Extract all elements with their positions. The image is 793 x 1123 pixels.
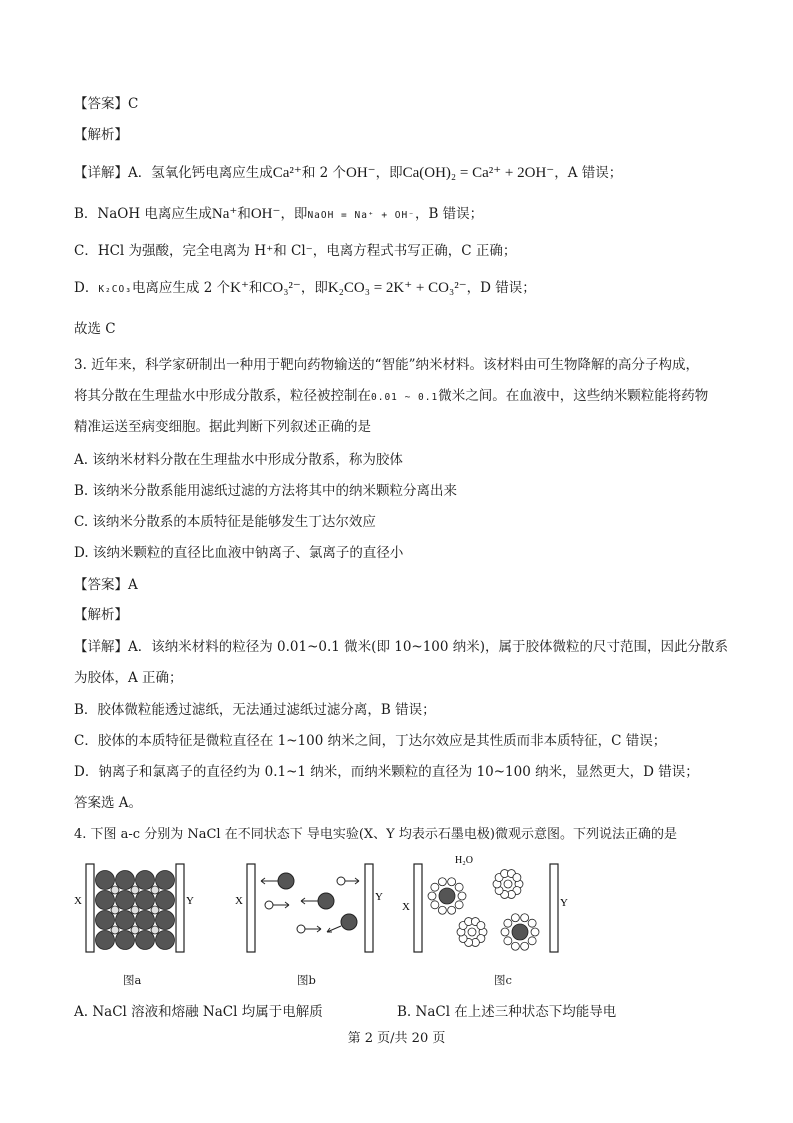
cl-ion (96, 891, 115, 910)
cl-ion (278, 873, 294, 889)
detail-q3-c: C．胶体的本质特征是微粒直径在 1~100 纳米之间，丁达尔效应是其性质而非本质特征，C 错误； (74, 733, 667, 749)
na-ion (131, 926, 139, 934)
water-molecule (428, 892, 436, 900)
ion-lattice (96, 871, 175, 950)
na-ion (504, 880, 512, 888)
water-molecule (501, 928, 509, 936)
water-molecule (528, 919, 536, 927)
water-molecule (431, 883, 439, 891)
cl-ion (156, 871, 175, 890)
label-y: Y (560, 897, 568, 909)
detail-q2-d (74, 279, 536, 299)
water-molecule (455, 901, 463, 909)
detail-q2-c: C．HCl 为强酸，完全电离为 H⁺和 Cl⁻，电离方程式书写正确，C 正确； (74, 243, 517, 259)
cl-ion (136, 931, 155, 950)
cl-ion (96, 911, 115, 930)
arrow-left (301, 898, 318, 904)
cl-ion (116, 891, 135, 910)
detail-q3-b: B．胶体微粒能透过滤纸，无法通过滤纸过滤分离，B 错误； (74, 702, 436, 718)
cl-ion (136, 911, 155, 930)
formula-na-ion: Na⁺ (211, 206, 238, 222)
range-value: 0.01 ~ 0.1 (371, 392, 439, 403)
label-x: X (235, 895, 243, 907)
caption-c: 图c (494, 973, 512, 987)
water-molecule (531, 928, 539, 936)
arrow-left (261, 878, 278, 884)
answer-q2: 【答案】C (74, 96, 139, 112)
detail-q3-a1: 【详解】A．该纳米材料的粒径为 0.01~0.1 微米(即 10~100 纳米)，属于胶体微粒的尺寸范围，因此分散系 (74, 639, 729, 655)
ion-motion-arrows (261, 873, 359, 933)
arrow-right (273, 902, 289, 908)
detail-q2-b (74, 205, 483, 225)
water-molecule (528, 937, 536, 945)
answer-q3: 【答案】A (74, 577, 138, 593)
formula-oh-ion: OH⁻ (250, 206, 281, 222)
formula-k-ion: K⁺ (230, 280, 249, 296)
cl-ion (156, 891, 175, 910)
cl-ion (136, 871, 155, 890)
formula-co3-ion: CO₃²⁻ (262, 280, 301, 296)
label-y: Y (375, 891, 383, 903)
text: 电离应生成 2 个 (131, 280, 231, 296)
formula-k2co3: K₂CO₃ (98, 284, 132, 295)
question-3-line1: 3. 近年来，科学家研制出一种用于靶向药物输送的“智能”纳米材料。该材料由可生物降解的高分子构成， (74, 357, 699, 373)
text: 和 (237, 206, 251, 222)
conclusion-q2: 故选 C (74, 321, 116, 337)
caption-a: 图a (123, 973, 142, 987)
arrow-left (327, 926, 341, 932)
text: ，即 (300, 280, 328, 296)
water-molecule (438, 878, 446, 886)
equation-naoh: NaOH = Na⁺ + OH⁻ (307, 210, 415, 221)
water-molecule (504, 919, 512, 927)
na-ion (468, 928, 476, 936)
cl-ion (116, 871, 135, 890)
text: 【详解】A．氢氧化钙电离应生成 (74, 165, 273, 181)
water-molecule (511, 914, 519, 922)
equation-k2co3: K₂CO₃ = 2K⁺ + CO₃²⁻ (327, 280, 467, 296)
conclusion-q3: 答案选 A。 (74, 795, 143, 811)
electrode-x (414, 864, 422, 952)
option-3b: B. 该纳米分散系能用滤纸过滤的方法将其中的纳米颗粒分离出来 (74, 483, 458, 499)
na-ion (151, 886, 159, 894)
cl-ion (116, 911, 135, 930)
text: D． (74, 280, 99, 296)
water-molecule (513, 874, 521, 882)
cl-ion (512, 924, 528, 940)
na-ion (111, 886, 119, 894)
caption-b: 图b (297, 973, 316, 987)
cl-ion (318, 893, 334, 909)
electrode-y (176, 864, 184, 952)
electrode-x (86, 864, 94, 952)
text: 和 2 个 (301, 165, 346, 181)
option-3c: C. 该纳米分散系的本质特征是能够发生丁达尔效应 (74, 514, 376, 530)
water-molecule (448, 906, 456, 914)
label-x: X (74, 895, 82, 907)
na-ion (131, 886, 139, 894)
cl-ion (96, 931, 115, 950)
figure-a-diagram (72, 860, 202, 956)
water-molecule (521, 914, 529, 922)
water-molecule (431, 901, 439, 909)
question-3-line2 (74, 387, 708, 407)
option-3a: A. 该纳米材料分散在生理盐水中形成分散系，称为胶体 (74, 452, 403, 468)
na-ion (151, 906, 159, 914)
water-label: H₂O (455, 855, 473, 866)
equation-caoh2: Ca(OH)₂ = Ca²⁺ + 2OH⁻ (402, 165, 555, 181)
detail-q3-d: D．钠离子和氯离子的直径约为 0.1~1 纳米，而纳米颗粒的直径为 10~100 纳米，显然更大，D 错误； (74, 764, 699, 780)
cl-ion (136, 891, 155, 910)
na-ion (111, 926, 119, 934)
na-ion (131, 906, 139, 914)
detail-q2-a (74, 164, 622, 182)
cl-ion (116, 931, 135, 950)
hydrated-ions (428, 870, 539, 951)
electrode-y (550, 864, 558, 952)
cl-ion (341, 914, 357, 930)
na-ion (151, 926, 159, 934)
water-molecule (448, 878, 456, 886)
formula-oh-ion: OH⁻ (346, 165, 376, 181)
text: B．NaOH 电离应生成 (74, 206, 212, 222)
na-ion (265, 901, 273, 909)
text: ，D 错误； (466, 280, 536, 296)
cl-ion (439, 888, 455, 904)
water-molecule (477, 922, 485, 930)
formula-ca-ion: Ca²⁺ (272, 165, 302, 181)
option-4b: B. NaCl 在上述三种状态下均能导电 (397, 1004, 617, 1020)
water-molecule (458, 892, 466, 900)
text: 和 (248, 280, 263, 296)
text: ，B 错误； (414, 206, 484, 222)
na-ion (337, 877, 345, 885)
water-molecule (511, 942, 519, 950)
text: 微米之间。在血液中，这些纳米颗粒能将药物 (438, 388, 709, 404)
text: ，A 错误； (554, 165, 623, 181)
figure-c-diagram (400, 852, 580, 956)
text: ，即 (280, 206, 308, 222)
text: 将其分散在生理盐水中形成分散系，粒径被控制在 (74, 388, 371, 404)
analysis-heading-q2: 【解析】 (74, 127, 128, 143)
figure-b-diagram (233, 860, 383, 956)
analysis-heading-q3: 【解析】 (74, 607, 128, 623)
cl-ion (96, 871, 115, 890)
water-molecule (504, 937, 512, 945)
water-molecule (521, 942, 529, 950)
label-x: X (402, 901, 410, 913)
electrode-y (365, 864, 373, 952)
question-3-line3: 精准运送至病变细胞。据此判断下列叙述正确的是 (74, 419, 371, 435)
water-molecule (455, 883, 463, 891)
page-footer: 第 2 页/共 20 页 (347, 1031, 446, 1046)
text: ，即 (375, 165, 403, 181)
arrow-right (345, 878, 359, 884)
na-ion (111, 906, 119, 914)
na-ion (297, 925, 305, 933)
option-3d: D. 该纳米颗粒的直径比血液中钠离子、氯离子的直径小 (74, 545, 404, 561)
option-4a: A. NaCl 溶液和熔融 NaCl 均属于电解质 (74, 1004, 323, 1020)
question-4: 4. 下图 a-c 分别为 NaCl 在不同状态下 导电实验(X、Y 均表示石墨电极)微观示意图。下列说法正确的是 (74, 827, 677, 842)
electrode-x (247, 864, 255, 952)
detail-q3-a2: 为胶体，A 正确； (74, 670, 183, 686)
cl-ion (156, 911, 175, 930)
cl-ion (156, 931, 175, 950)
arrow-right (305, 926, 321, 932)
label-y: Y (186, 895, 194, 907)
water-molecule (438, 906, 446, 914)
